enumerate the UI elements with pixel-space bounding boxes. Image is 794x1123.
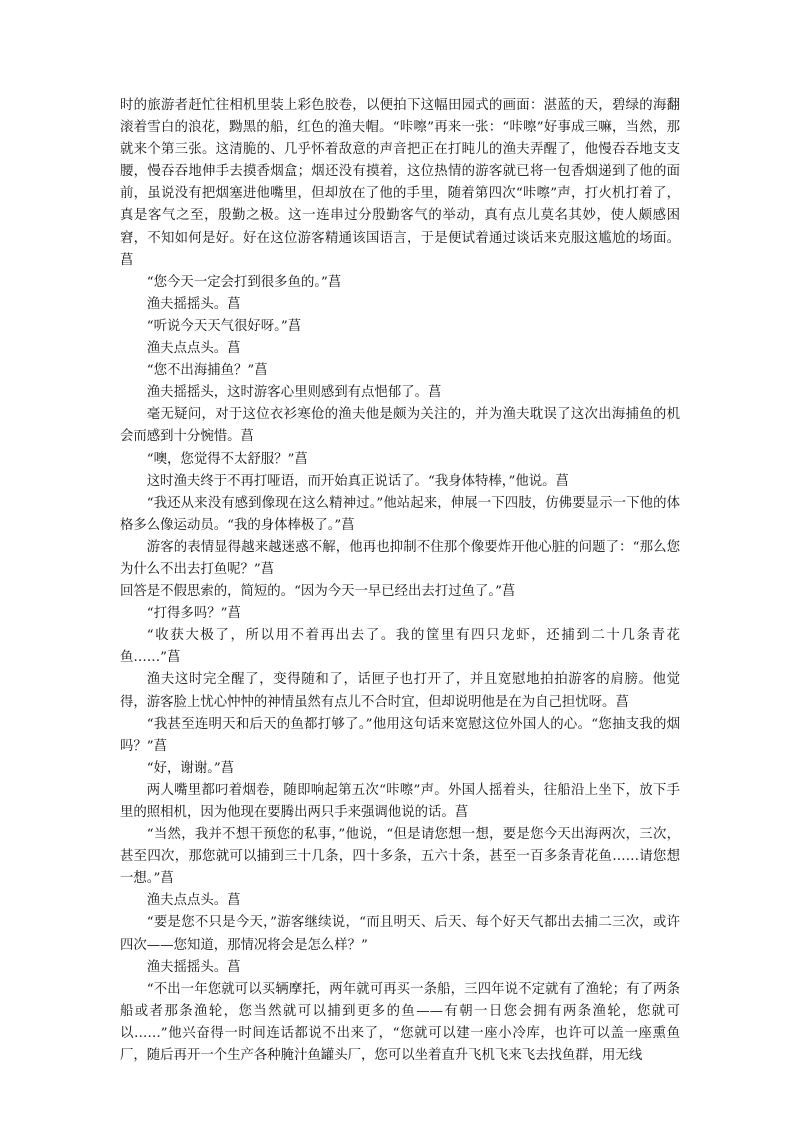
paragraph: “我还从来没有感到像现在这么精神过。”他站起来，伸展一下四肢，仿佛要显示一下他的体格多么像运动员。“我的身体棒极了。”菖 (120, 495, 680, 533)
paragraph: 两人嘴里都叼着烟卷，随即响起第五次“咔嚓”声。外国人摇着头，往船沿上坐下，放下手里的照相机，因为他现在要腾出两只手来强调他说的话。菖 (120, 782, 680, 820)
paragraph: 渔夫点点头。菖 (146, 893, 241, 909)
paragraph: “我甚至连明天和后天的鱼都打够了。”他用这句话来宽慰这位外国人的心。“您抽支我的烟吗？”菖 (120, 716, 680, 754)
paragraph: “听说今天天气很好呀。”菖 (146, 318, 302, 334)
paragraph: 回答是不假思索的，简短的。“因为今天一早已经出去打过鱼了。”菖 (120, 584, 516, 600)
paragraph: “您不出海捕鱼？”菖 (146, 363, 268, 379)
paragraph: “打得多吗？”菖 (146, 606, 241, 622)
paragraph: 渔夫这时完全醒了，变得随和了，话匣子也打开了，并且宽慰地拍拍游客的肩膀。他觉得，游客脸上忧心忡忡的神情虽然有点儿不合时宜，但却说明他是在为自己担忧呀。菖 (120, 672, 680, 710)
paragraph: “不出一年您就可以买辆摩托，两年就可再买一条船，三四年说不定就有了渔轮；有了两条船或者那条渔轮，您当然就可以捕到更多的鱼——有朝一日您会拥有两条渔轮，您就可以……”他兴奋得一时间连话都说不出来了，“您就可以建一座小冷库，也许可以盖一座熏鱼厂，随后再开一个生产各种腌汁鱼罐头厂，您可以坐着直升飞机飞来飞去找鱼群，用无线 (120, 981, 680, 1064)
paragraph: “收获大极了，所以用不着再出去了。我的筐里有四只龙虾，还捕到二十几条青花鱼……”菖 (120, 628, 680, 666)
paragraph: 渔夫摇摇头。菖 (146, 296, 241, 312)
paragraph: 渔夫摇摇头。菖 (146, 959, 241, 975)
paragraph: 渔夫点点头。菖 (146, 341, 241, 357)
paragraph: “噢，您觉得不太舒服？”菖 (146, 451, 308, 467)
paragraph: 毫无疑问，对于这位衣衫寒伧的渔夫他是颇为关注的，并为渔夫耽误了这次出海捕鱼的机会而感到十分惋惜。菖 (120, 407, 680, 445)
paragraph: “要是您不只是今天，”游客继续说，“而且明天、后天、每个好天气都出去捕二三次，或许四次——您知道，那情况将会是怎么样？” (120, 915, 680, 953)
paragraph: 这时渔夫终于不再打哑语，而开始真正说话了。“我身体特棒，”他说。菖 (146, 473, 569, 489)
paragraph: “好，谢谢。”菖 (146, 760, 235, 776)
paragraph: “您今天一定会打到很多鱼的。”菖 (146, 274, 342, 290)
paragraph: 游客的表情显得越来越迷惑不解，他再也抑制不住那个像要炸开他心脏的问题了：“那么您为什么不出去打鱼呢？”菖 (120, 539, 680, 577)
paragraph: “当然，我并不想干预您的私事，”他说，“但是请您想一想，要是您今天出海两次，三次，甚至四次，那您就可以捕到三十几条，四十多条，五六十条，甚至一百多条青花鱼……请您想一想。”菖 (120, 827, 680, 887)
paragraph: 渔夫摇摇头，这时游客心里则感到有点悒郁了。菖 (146, 385, 442, 401)
paragraph: 时的旅游者赶忙往相机里装上彩色胶卷，以便拍下这幅田园式的画面：湛蓝的天，碧绿的海翻滚着雪白的浪花，黝黑的船，红色的渔夫帽。“咔嚓”再来一张：“咔嚓”好事成三嘛，当然，那就来个第三张。这清脆的、几乎怀着敌意的声音把正在打盹儿的渔夫弄醒了，他慢吞吞地支支腰，慢吞吞地伸手去摸香烟盒；烟还没有摸着，这位热情的游客就已将一包香烟递到了他的面前，虽说没有把烟塞进他嘴里，但却放在了他的手里，随着第四次“咔嚓”声，打火机打着了，真是客气之至，殷勤之极。这一连串过分殷勤客气的举动，真有点儿莫名其妙，使人颇感困窘，不知如何是好。好在这位游客精通该国语言，于是便试着通过谈话来克服这尴尬的场面。菖 (120, 98, 680, 268)
document-page (120, 95, 680, 1067)
